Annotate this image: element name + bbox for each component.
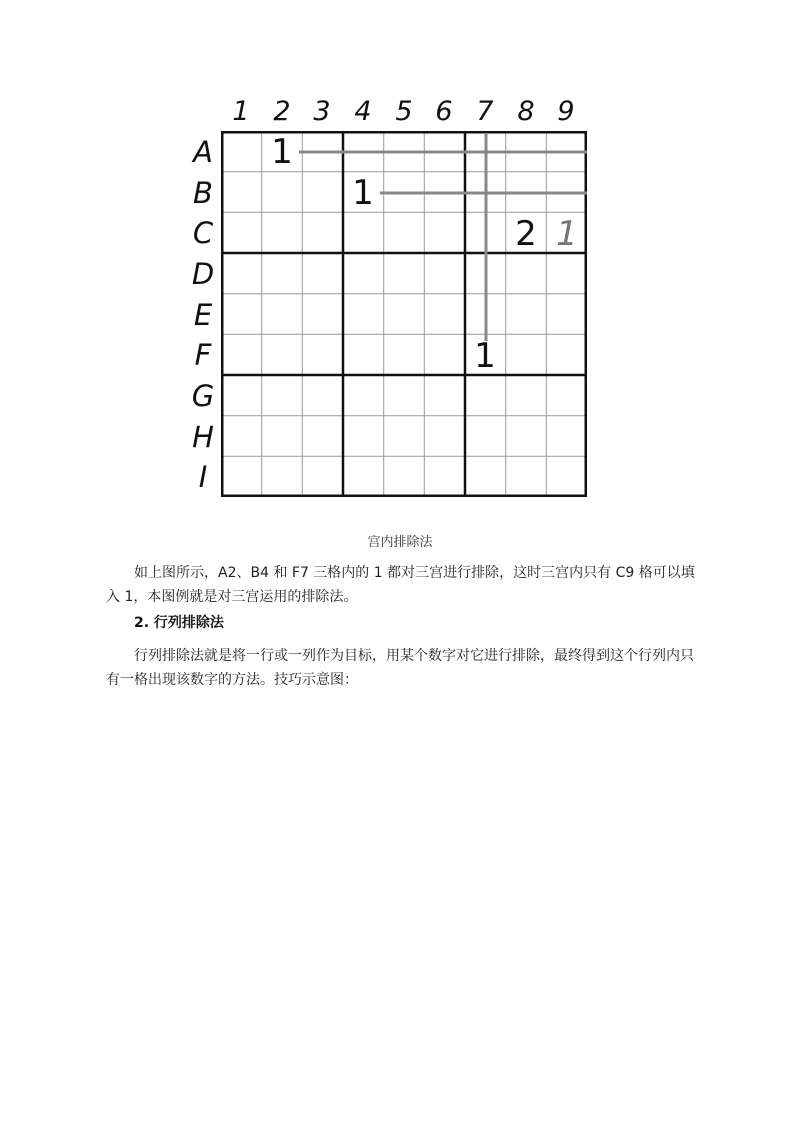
row-label-i: I	[198, 460, 208, 494]
figure-caption: 宫内排除法	[367, 535, 433, 550]
column-label-9: 9	[557, 96, 575, 127]
row-label-g: G	[191, 379, 215, 413]
column-label-4: 4	[354, 96, 372, 127]
row-label-h: H	[192, 420, 214, 454]
column-label-8: 8	[517, 96, 535, 127]
sudoku-figure	[180, 90, 610, 510]
row-label-c: C	[192, 216, 214, 250]
sudoku-grid	[221, 131, 587, 497]
column-label-1: 1	[232, 96, 250, 127]
column-label-2: 2	[273, 96, 291, 127]
row-label-b: B	[193, 176, 213, 210]
digit-c8: 2	[515, 214, 537, 254]
row-label-f: F	[194, 338, 212, 372]
grid-lines	[221, 131, 587, 497]
paragraph-box-elimination: 如上图所示，A2、B4 和 F7 三格内的 1 都对三宫进行排除，这时三宫内只有 C9 格可以填入 1，本图例就是对三宫运用的排除法。	[106, 565, 695, 605]
column-label-7: 7	[476, 96, 494, 127]
row-label-e: E	[193, 298, 213, 332]
row-label-a: A	[193, 135, 213, 169]
candidate-digit-c9: 1	[556, 214, 578, 254]
digit-b4: 1	[352, 173, 374, 213]
column-label-3: 3	[313, 96, 331, 127]
section-heading: 2. 行列排除法	[134, 615, 224, 631]
digit-a2: 1	[271, 132, 293, 172]
column-label-5: 5	[395, 96, 413, 127]
column-label-6: 6	[435, 96, 453, 127]
paragraph-row-column-elimination: 行列排除法就是将一行或一列作为目标，用某个数字对它进行排除，最终得到这个行列内只有一格出现该数字的方法。技巧示意图：	[106, 648, 694, 688]
digit-f7: 1	[474, 336, 496, 376]
row-label-d: D	[191, 257, 215, 291]
